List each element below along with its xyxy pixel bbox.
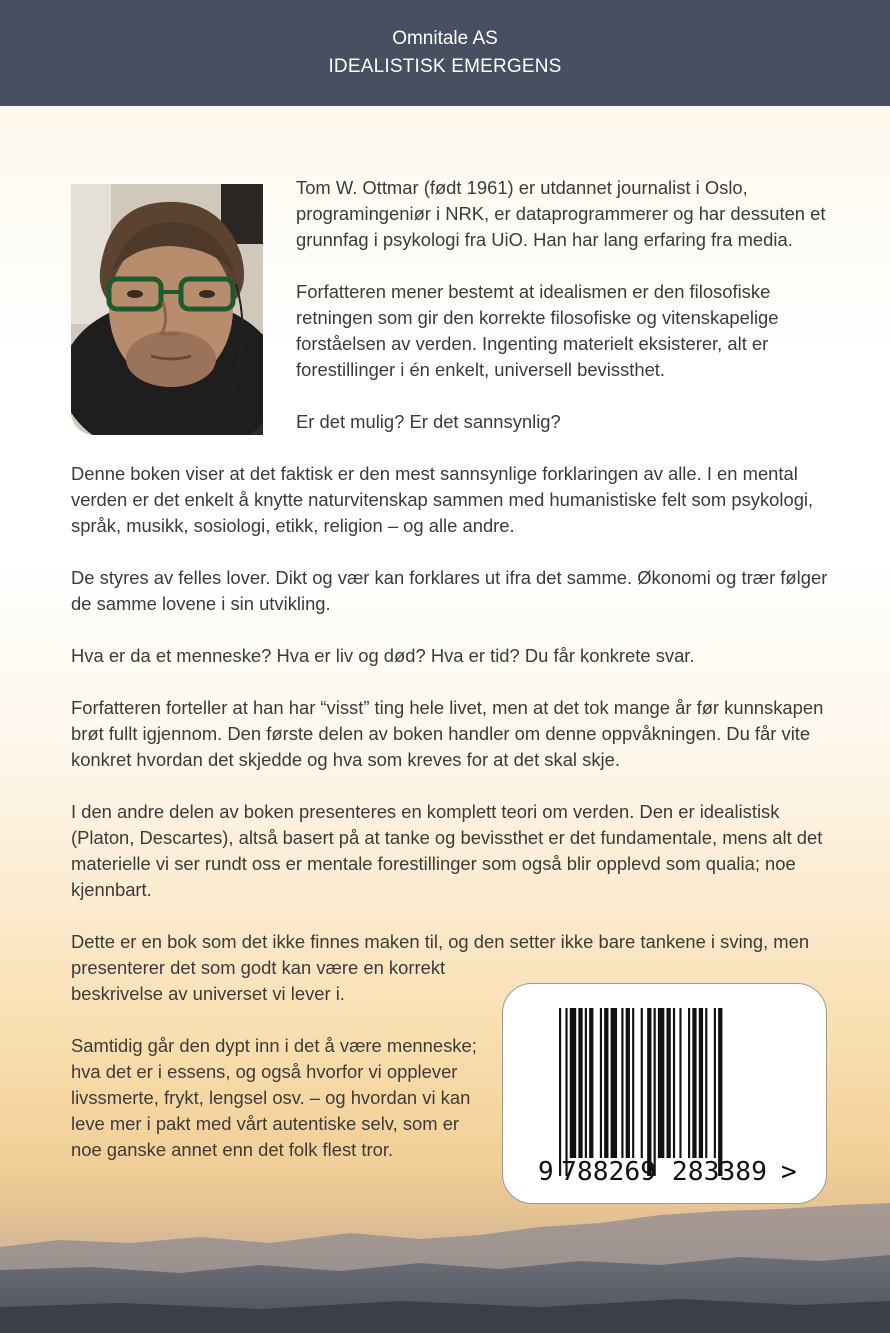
closing-line: presenterer det som godt kan være en korrekt <box>71 957 446 978</box>
barcode-bar <box>611 1008 617 1158</box>
barcode-bar <box>589 1008 593 1158</box>
barcode-bar <box>578 1008 582 1158</box>
barcode-bar <box>570 1008 576 1158</box>
final-line: leve mer i pakt med vårt autentiske selv, som er <box>71 1113 460 1134</box>
final-line: livssmerte, frykt, lengsel osv. – og hvordan vi kan <box>71 1087 471 1108</box>
book-title: IDEALISTISK EMERGENS <box>328 56 562 77</box>
final-paragraph <box>71 1033 491 1163</box>
closing-line: beskrivelse av universet vi lever i. <box>71 983 345 1004</box>
barcode-bar <box>559 1008 561 1176</box>
body-paragraph: Forfatteren forteller at han har “visst” ting hele livet, men at det tok mange år før kunnskapen brøt fullt igjennom. Den første delen av boken handler om denne oppvåkningen. Du får vite konkret hvordan det skjedde og hva som kreves for at det skal skje. <box>71 697 824 770</box>
isbn-barcode <box>502 983 827 1204</box>
author-photo <box>71 184 263 435</box>
barcode-bar <box>585 1008 587 1158</box>
barcode-bar <box>647 1008 651 1176</box>
final-line: Samtidig går den dypt inn i det å være menneske; <box>71 1035 477 1056</box>
barcode-bar <box>641 1008 643 1158</box>
barcode-bar <box>626 1008 630 1158</box>
mountain-landscape <box>0 1195 890 1333</box>
barcode-bar <box>632 1008 634 1158</box>
final-line: noe ganske annet enn det folk flest tror. <box>71 1139 394 1160</box>
barcode-bar <box>654 1008 656 1176</box>
barcode-bar <box>714 1008 716 1158</box>
intro-paragraph: Tom W. Ottmar (født 1961) er utdannet journalist i Oslo, programingeniør i NRK, er dataprogrammerer og har dessuten et grunnfag i psykologi fra UiO. Han har lang erfaring fra media. <box>296 177 826 250</box>
barcode-bar <box>692 1008 696 1158</box>
barcode-bar <box>718 1008 722 1176</box>
body-paragraph: Hva er da et menneske? Hva er liv og død? Hva er tid? Du får konkrete svar. <box>71 645 695 666</box>
intro-paragraph: Forfatteren mener bestemt at idealismen er den filosofiske retningen som gir den korrekte filosofiske og vitenskapelige forståelsen av verden. Ingenting materielt eksisterer, alt er forestillinger i én enkelt, universell bevissthet. <box>296 281 779 380</box>
barcode-bar <box>705 1008 707 1158</box>
barcode-bar <box>688 1008 690 1158</box>
barcode-bar <box>679 1008 681 1158</box>
barcode-bar <box>621 1008 623 1158</box>
barcode-bar <box>667 1008 671 1158</box>
barcode-bar <box>699 1008 703 1158</box>
barcode-bar <box>658 1008 664 1158</box>
barcode-bar <box>604 1008 608 1158</box>
intro-paragraph: Er det mulig? Er det sannsynlig? <box>296 411 561 432</box>
publisher-name: Omnitale AS <box>392 28 498 49</box>
body-paragraph: Denne boken viser at det faktisk er den mest sannsynlige forklaringen av alle. I en mental verden er det enkelt å knytte naturvitenskap sammen med humanistiske felt som psykologi, språk, musikk, sosiologi, etikk, religion – og alle andre. <box>71 463 814 536</box>
barcode-bar <box>600 1008 602 1158</box>
barcode-suffix: > <box>781 1157 797 1187</box>
barcode-bar <box>565 1008 567 1176</box>
barcode-digits: 788269 283389 <box>561 1157 767 1187</box>
closing-line: Dette er en bok som det ikke finnes maken til, og den setter ikke bare tankene i sving, men <box>71 931 810 952</box>
body-paragraph: I den andre delen av boken presenteres en komplett teori om verden. Den er idealistisk (Platon, Descartes), altså basert på at tanke og bevissthet er det fundamentale, mens alt det materielle vi ser rundt oss er mentale forestillinger som også blir opplevd som qualia; noe kjennbart. <box>71 801 823 900</box>
barcode-bar <box>673 1008 675 1158</box>
barcode-bars <box>559 1008 722 1176</box>
cover-header <box>0 0 890 106</box>
body-paragraph: De styres av felles lover. Dikt og vær kan forklares ut ifra det samme. Økonomi og trær følger de samme lovene i sin utvikling. <box>71 567 828 614</box>
final-line: hva det er i essens, og også hvorfor vi opplever <box>71 1061 458 1082</box>
barcode-prefix: 9 <box>538 1157 554 1187</box>
